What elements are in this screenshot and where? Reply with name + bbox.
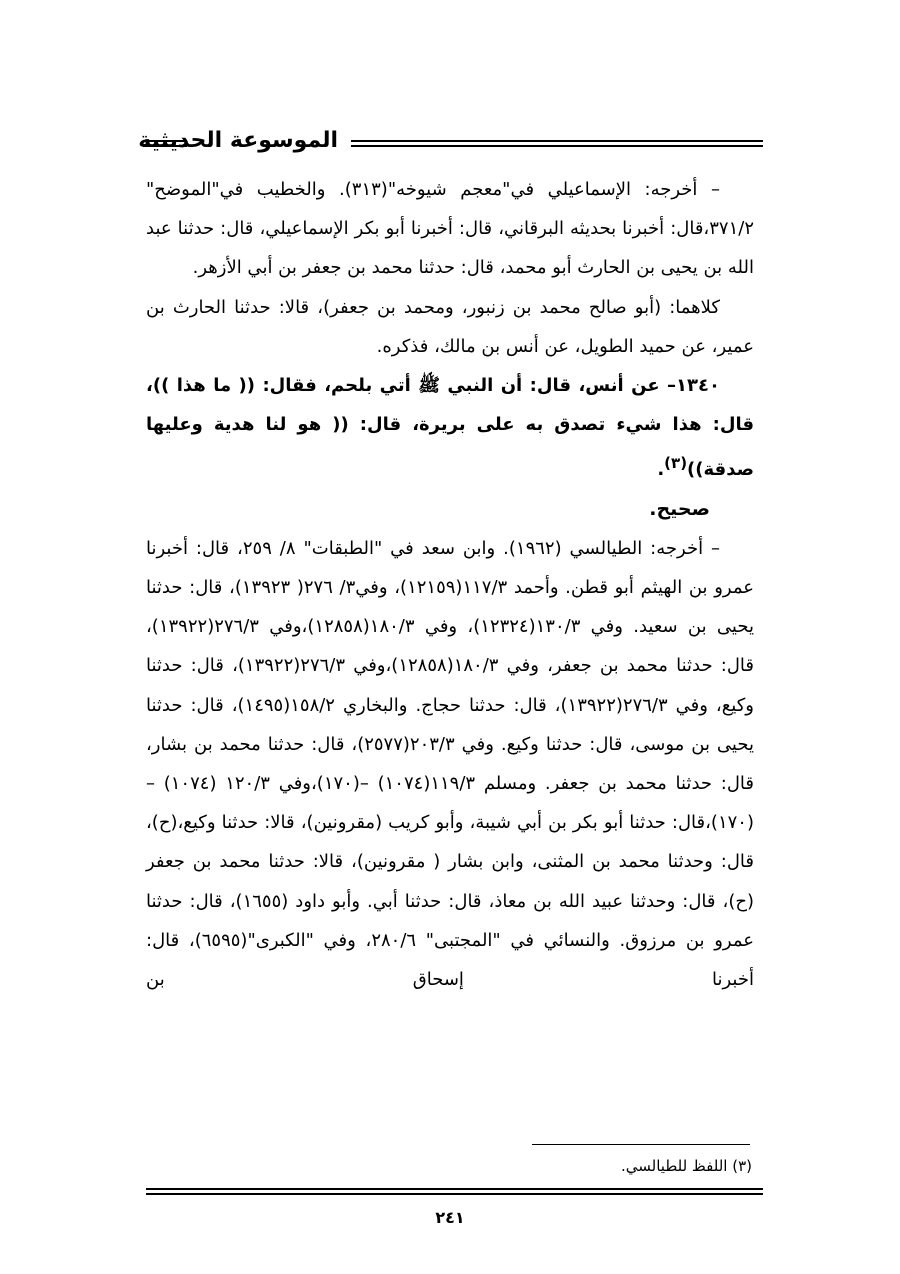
main-text bbox=[146, 170, 754, 999]
header-title: الموسوعة الحديثية bbox=[138, 128, 338, 153]
header-rule-right bbox=[351, 140, 763, 147]
hadith-grade: صحيح. bbox=[649, 497, 710, 520]
takhrij-paragraph-2: كلاهما: (أبو صالح محمد بن زنبور، ومحمد بن جعفر)، قالا: حدثنا الحارث بن عمير، عن حميد الطويل، عن أنس بن مالك، فذكره. bbox=[146, 296, 754, 357]
takhrij-paragraph-1: – أخرجه: الإسماعيلي في"معجم شيوخه"(٣١٣). والخطيب في"الموضح" ٣٧١/٢،قال: أخبرنا بحديثه البرقاني، قال: أخبرنا أبو بكر الإسماعيلي، قال: حدثنا عبد الله بن يحيى بن الحارث أبو محمد، قال: حدثنا محمد بن جعفر بن أبي الأزهر. bbox=[146, 179, 754, 279]
page-number: ٢٤١ bbox=[435, 1208, 465, 1227]
running-header bbox=[138, 126, 763, 160]
footnote: (٣) اللفظ للطيالسي. bbox=[621, 1157, 752, 1175]
footnote-ref: (٣) bbox=[664, 454, 688, 473]
hadith-body: ١٣٤٠– عن أنس، قال: أن النبي ﷺ أتي بلحم، فقال: (( ما هذا ))، قال: هذا شيء تصدق به على بريرة، قال: (( هو لنا هدية وعليها صدقة)) bbox=[146, 375, 754, 481]
takhrij-paragraph-3: – أخرجه: الطيالسي (١٩٦٢). وابن سعد في "الطبقات" ٨/ ٢٥٩، قال: أخبرنا عمرو بن الهيثم أبو قطن. وأحمد ١١٧/٣(١٢١٥٩)، وفي٣/ ٢٧٦( ١٣٩٢٣)، قال: حدثنا يحيى بن سعيد. وفي ١٣٠/٣(١٢٣٢٤)، وفي ١٨٠/٣(١٢٨٥٨)،وفي ٢٧٦/٣(١٣٩٢٢)، قال: حدثنا محمد بن جعفر، وفي ١٨٠/٣(١٢٨٥٨)،وفي ٢٧٦/٣(١٣٩٢٢)، قال: حدثنا وكيع، وفي ٢٧٦/٣(١٣٩٢٢)، قال: حدثنا حجاج. والبخاري ١٥٨/٢(١٤٩٥)، قال: حدثنا يحيى بن موسى، قال: حدثنا وكيع. وفي ٢٠٣/٣(٢٥٧٧)، قال: حدثنا محمد بن بشار، قال: حدثنا محمد بن جعفر. ومسلم ١١٩/٣(١٠٧٤) –(١٧٠)،وفي ١٢٠/٣ (١٠٧٤) –(١٧٠)،قال: حدثنا أبو بكر بن أبي شيبة، وأبو كريب (مقرونين)، قالا: حدثنا وكيع،(ح)، قال: وحدثنا محمد بن المثنى، وابن بشار ( مقرونين)، قالا: حدثنا محمد بن جعفر (ح)، قال: وحدثنا عبيد الله بن معاذ، قال: حدثنا أبي. وأبو داود (١٦٥٥)، قال: حدثنا عمرو بن مرزوق. والنسائي في "المجتبى" ٢٨٠/٦، وفي "الكبرى"(٦٥٩٥)، قال: أخبرنا إسحاق بن bbox=[146, 537, 754, 991]
footnote-separator bbox=[532, 1144, 750, 1145]
hadith-text: ١٣٤٠– عن أنس، قال: أن النبي ﷺ أتي بلحم، فقال: (( ما هذا ))، قال: هذا شيء تصدق به على بريرة، قال: (( هو لنا هدية وعليها صدقة))$^{(٣)}$. bbox=[146, 375, 754, 481]
page-bottom-rule bbox=[146, 1188, 763, 1195]
header-rule-left bbox=[143, 140, 187, 147]
